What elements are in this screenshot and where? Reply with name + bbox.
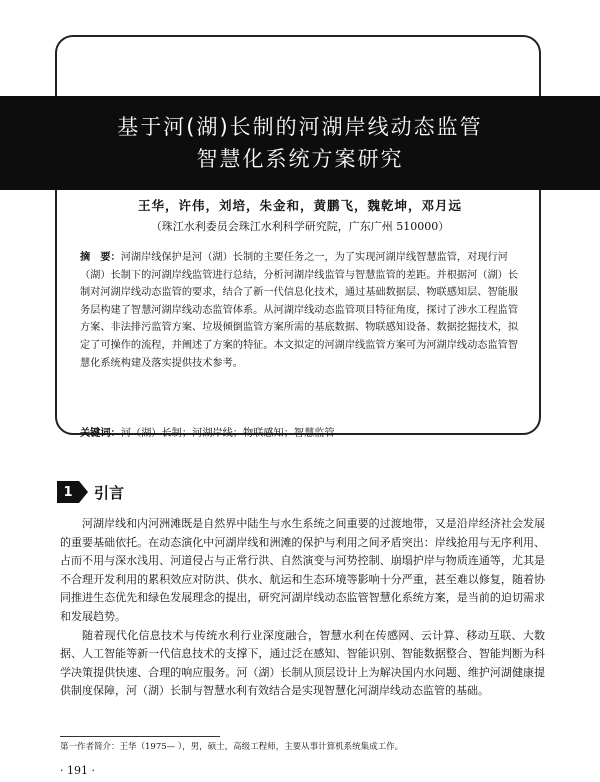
abstract-label: 摘 要： — [80, 251, 121, 263]
title-band — [0, 96, 600, 190]
paragraph-2: 随着现代化信息技术与传统水利行业深度融合，智慧水利在传感网、云计算、移动互联、大数据、人工智能等新一代信息技术的支撑下，通过泛在感知、智能识别、智能数据整合、智能判断为科学决策提供快速、合理的响应服务。河（湖）长制从顶层设计上为解决国内水问题、维护河湖健康提供制度保障，河（湖）长制与智慧水利有效结合是实现智慧化河湖岸线动态监管的基础。 — [60, 628, 545, 698]
section-number: 1 — [57, 481, 79, 503]
title-line-2: 智慧化系统方案研究 — [196, 147, 404, 171]
footnote: 第一作者简介：王华（1975— ），男，硕士，高级工程师，主要从事计算机系统集成工作。 — [60, 742, 404, 752]
title-line-1: 基于河(湖)长制的河湖岸线动态监管 — [117, 115, 483, 139]
section-title: 引言 — [94, 483, 125, 502]
authors: 王华，许伟，刘培，朱金和，黄鹏飞，魏乾坤，邓月远 — [137, 198, 462, 213]
section-heading — [57, 481, 124, 503]
abstract-text: 河湖岸线保护是河（湖）长制的主要任务之一，为了实现河湖岸线智慧监管，对现行河（湖）长制下的河湖岸线监管进行总结，分析河湖岸线监管与智慧监管的差距。并根据河（湖）长制对河湖岸线动态监管的要求，结合了新一代信息化技术，通过基础数据层、物联感知层、智能服务层构建了智慧河湖岸线动态监管体系。从河湖岸线动态监管项目特征角度，探讨了涉水工程监管方案、非法排污监管方案、垃圾倾倒监管方案所需的基底数据、物联感知设备、数据挖掘技术，拟定了可操作的流程，并阐述了方案的特征。本文拟定的河湖岸线监管方案可为河湖岸线动态监管智慧化系统构建及落实提供技术参考。 — [80, 252, 519, 369]
abstract — [80, 249, 520, 372]
keywords-text: 河（湖）长制；河湖岸线；物联感知；智慧监管 — [120, 428, 335, 439]
section-arrow-icon — [79, 481, 88, 503]
abstract-frame — [55, 35, 541, 435]
paragraph-1: 河湖岸线和内河洲滩既是自然界中陆生与水生系统之间重要的过渡地带，又是沿岸经济社会发展的重要基础依托。在动态演化中河湖岸线和洲滩的保护与利用之间矛盾突出：岸线抢用与无序利用、占而不用与深水浅用、河道侵占与正常行洪、自然演变与河势控制、崩塌护岸与物质连通等，尤其是不合理开发利用的累积效应对防洪、供水、航运和生态环境等影响十分严重，甚至难以修复，随着协同推进生态优先和绿色发展理念的提出，研究河湖岸线动态监管智慧化系统方案，是当前的迫切需求和发展趋势。 — [60, 517, 545, 623]
keywords-label: 关键词： — [80, 427, 121, 439]
footnote-rule — [60, 736, 220, 737]
affiliation: （珠江水利委员会珠江水利科学研究院，广东广州 510000） — [150, 220, 450, 233]
page-number: · 191 · — [60, 764, 95, 777]
keywords — [80, 424, 520, 439]
body-text — [60, 515, 545, 701]
